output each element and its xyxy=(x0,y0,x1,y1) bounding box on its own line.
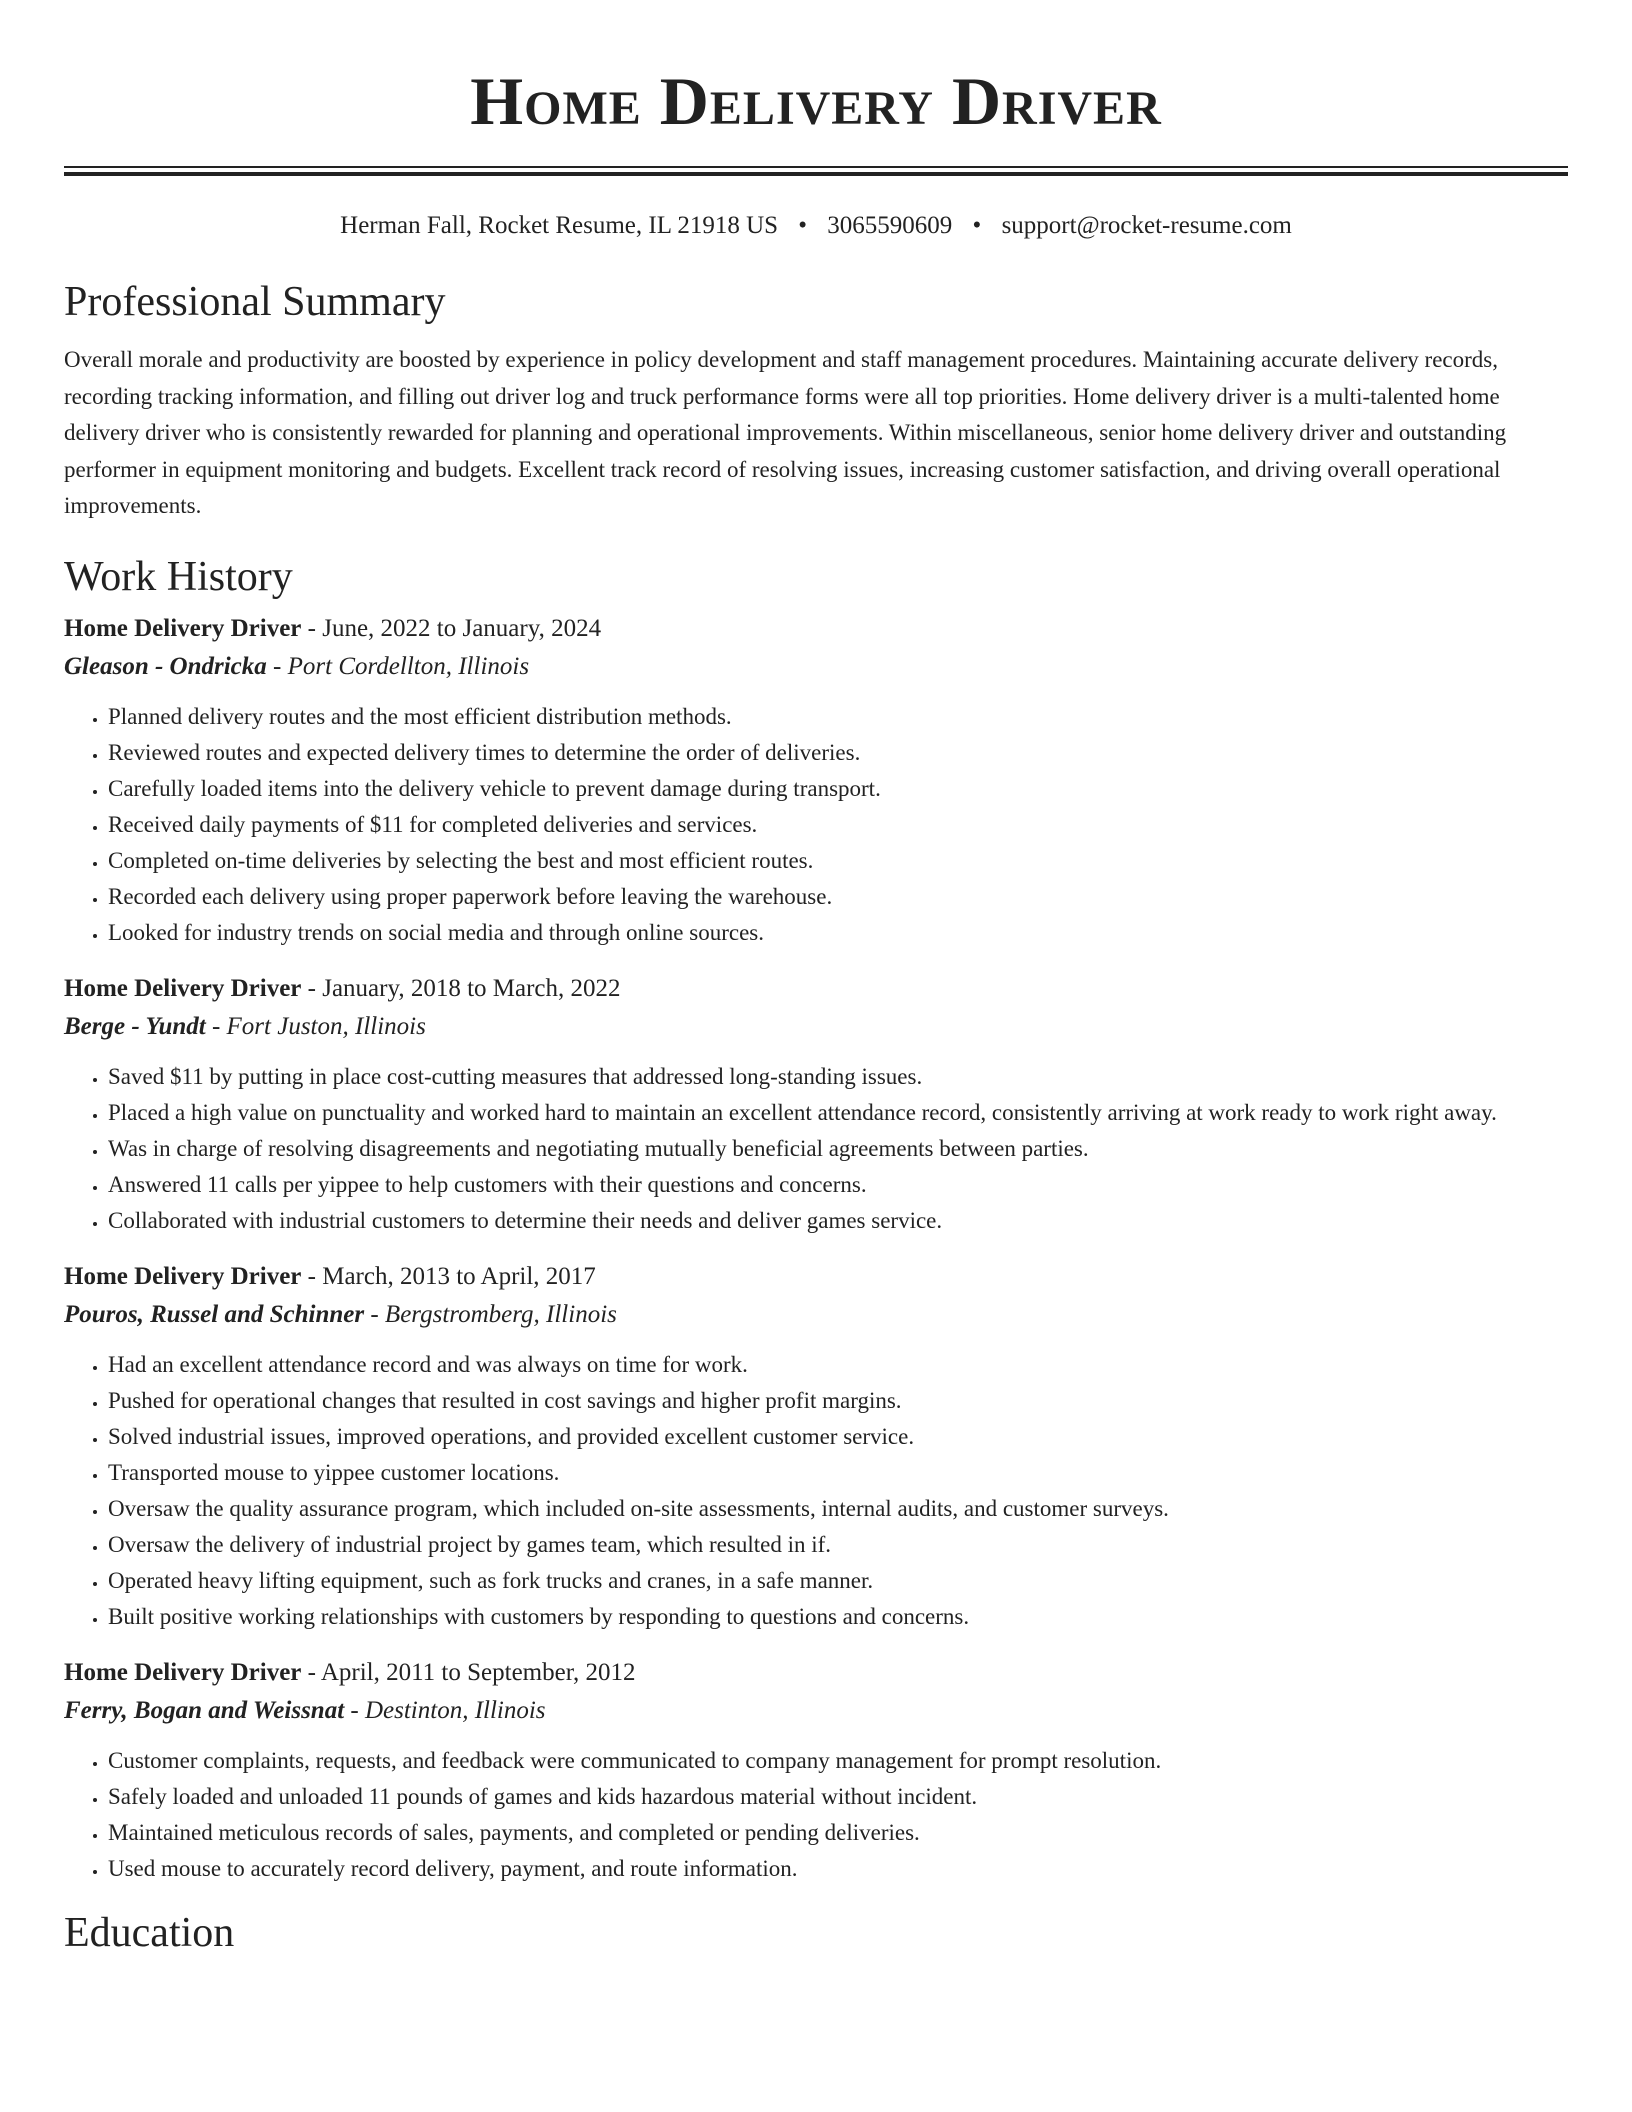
job-duty-item: • Completed on-time deliveries by selecting the best and most efficient routes. xyxy=(108,843,1568,879)
job-duty-item: • Answered 11 calls per yippee to help customers with their questions and concerns. xyxy=(108,1167,1568,1203)
job-header xyxy=(64,611,1568,647)
education-heading: Education xyxy=(64,1909,235,1956)
job-duty-item: • Oversaw the quality assurance program, which included on-site assessments, internal audits, and customer surveys. xyxy=(108,1491,1568,1527)
resume-title: Home Delivery Driver xyxy=(470,63,1162,139)
contact-line xyxy=(64,210,1568,242)
job-duty-item: • Transported mouse to yippee customer locations. xyxy=(108,1455,1568,1491)
job-entry xyxy=(64,1655,1568,1887)
job-company: Pouros, Russel and Schinner xyxy=(64,1300,365,1328)
job-role: Home Delivery Driver xyxy=(64,1262,302,1290)
job-duty-item: • Placed a high value on punctuality and worked hard to maintain an excellent attendance record, consistently arriving at work ready to work right away. xyxy=(108,1095,1568,1131)
job-entry xyxy=(64,611,1568,951)
job-employer xyxy=(64,647,1568,687)
job-header xyxy=(64,1655,1568,1691)
job-company: Ferry, Bogan and Weissnat xyxy=(64,1696,345,1724)
job-duties-list xyxy=(64,1059,1568,1239)
job-location: - Fort Juston, Illinois xyxy=(205,1012,426,1040)
job-duty-item: • Received daily payments of $11 for completed deliveries and services. xyxy=(108,807,1568,843)
contact-separator: • xyxy=(972,212,982,239)
work-history-heading: Work History xyxy=(64,553,293,600)
job-role: Home Delivery Driver xyxy=(64,614,302,642)
job-employer xyxy=(64,1295,1568,1335)
job-duty-item: • Recorded each delivery using proper paperwork before leaving the warehouse. xyxy=(108,879,1568,915)
job-location: - Bergstromberg, Illinois xyxy=(364,1300,617,1328)
job-employer xyxy=(64,1007,1568,1047)
job-dates: - March, 2013 to April, 2017 xyxy=(301,1262,596,1290)
job-duty-item: • Saved $11 by putting in place cost-cutting measures that addressed long-standing issues. xyxy=(108,1059,1568,1095)
job-location: - Destinton, Illinois xyxy=(344,1696,546,1724)
job-duty-item: • Collaborated with industrial customers to determine their needs and deliver games service. xyxy=(108,1203,1568,1239)
job-entry xyxy=(64,1259,1568,1635)
job-duty-item: • Carefully loaded items into the delivery vehicle to prevent damage during transport. xyxy=(108,771,1568,807)
job-company: Gleason - Ondricka xyxy=(64,652,267,680)
title-divider xyxy=(64,166,1568,176)
contact-email: support@rocket-resume.com xyxy=(1001,212,1292,239)
job-entry xyxy=(64,971,1568,1239)
job-duty-item: • Safely loaded and unloaded 11 pounds of games and kids hazardous material without incident. xyxy=(108,1779,1568,1815)
job-duty-item: • Pushed for operational changes that resulted in cost savings and higher profit margins. xyxy=(108,1383,1568,1419)
job-header xyxy=(64,1259,1568,1295)
job-dates: - April, 2011 to September, 2012 xyxy=(301,1658,636,1686)
job-duty-item: • Oversaw the delivery of industrial project by games team, which resulted in if. xyxy=(108,1527,1568,1563)
contact-separator: • xyxy=(798,212,808,239)
resume-page xyxy=(64,0,1568,1959)
job-header xyxy=(64,971,1568,1007)
job-duty-item: • Operated heavy lifting equipment, such as fork trucks and cranes, in a safe manner. xyxy=(108,1563,1568,1599)
contact-address: Herman Fall, Rocket Resume, IL 21918 US xyxy=(340,212,779,239)
contact-phone: 3065590609 xyxy=(827,212,953,239)
job-location: - Port Cordellton, Illinois xyxy=(266,652,530,680)
job-role: Home Delivery Driver xyxy=(64,1658,302,1686)
job-employer xyxy=(64,1691,1568,1731)
job-duty-item: • Maintained meticulous records of sales, payments, and completed or pending deliveries. xyxy=(108,1815,1568,1851)
job-duty-item: • Solved industrial issues, improved operations, and provided excellent customer service. xyxy=(108,1419,1568,1455)
job-duties-list xyxy=(64,699,1568,951)
job-duties-list xyxy=(64,1347,1568,1635)
job-duty-item: • Had an excellent attendance record and was always on time for work. xyxy=(108,1347,1568,1383)
job-company: Berge - Yundt xyxy=(64,1012,206,1040)
job-role: Home Delivery Driver xyxy=(64,974,302,1002)
job-duty-item: • Was in charge of resolving disagreements and negotiating mutually beneficial agreements between parties. xyxy=(108,1131,1568,1167)
job-duty-item: • Planned delivery routes and the most efficient distribution methods. xyxy=(108,699,1568,735)
job-duty-item: • Looked for industry trends on social media and through online sources. xyxy=(108,915,1568,951)
job-duties-list xyxy=(64,1743,1568,1887)
job-dates: - January, 2018 to March, 2022 xyxy=(301,974,621,1002)
job-duty-item: • Used mouse to accurately record delivery, payment, and route information. xyxy=(108,1851,1568,1887)
work-history-list xyxy=(64,611,1568,1887)
job-dates: - June, 2022 to January, 2024 xyxy=(301,614,602,642)
job-duty-item: • Customer complaints, requests, and feedback were communicated to company management for prompt resolution. xyxy=(108,1743,1568,1779)
summary-text: Overall morale and productivity are boosted by experience in policy development and staff management procedures. Maintaining accurate delivery records, recording tracking information, and filling out driver log and truck performance forms were all top priorities. Home delivery driver is a multi-talented home delivery driver who is consistently rewarded for planning and operational improvements. Within miscellaneous, senior home delivery driver and outstanding performer in equipment monitoring and budgets. Excellent track record of resolving issues, increasing customer satisfaction, and driving overall operational improvements. xyxy=(64,347,1507,518)
job-duty-item: • Built positive working relationships with customers by responding to questions and concerns. xyxy=(108,1599,1568,1635)
summary-heading: Professional Summary xyxy=(64,279,446,325)
job-duty-item: • Reviewed routes and expected delivery times to determine the order of deliveries. xyxy=(108,735,1568,771)
